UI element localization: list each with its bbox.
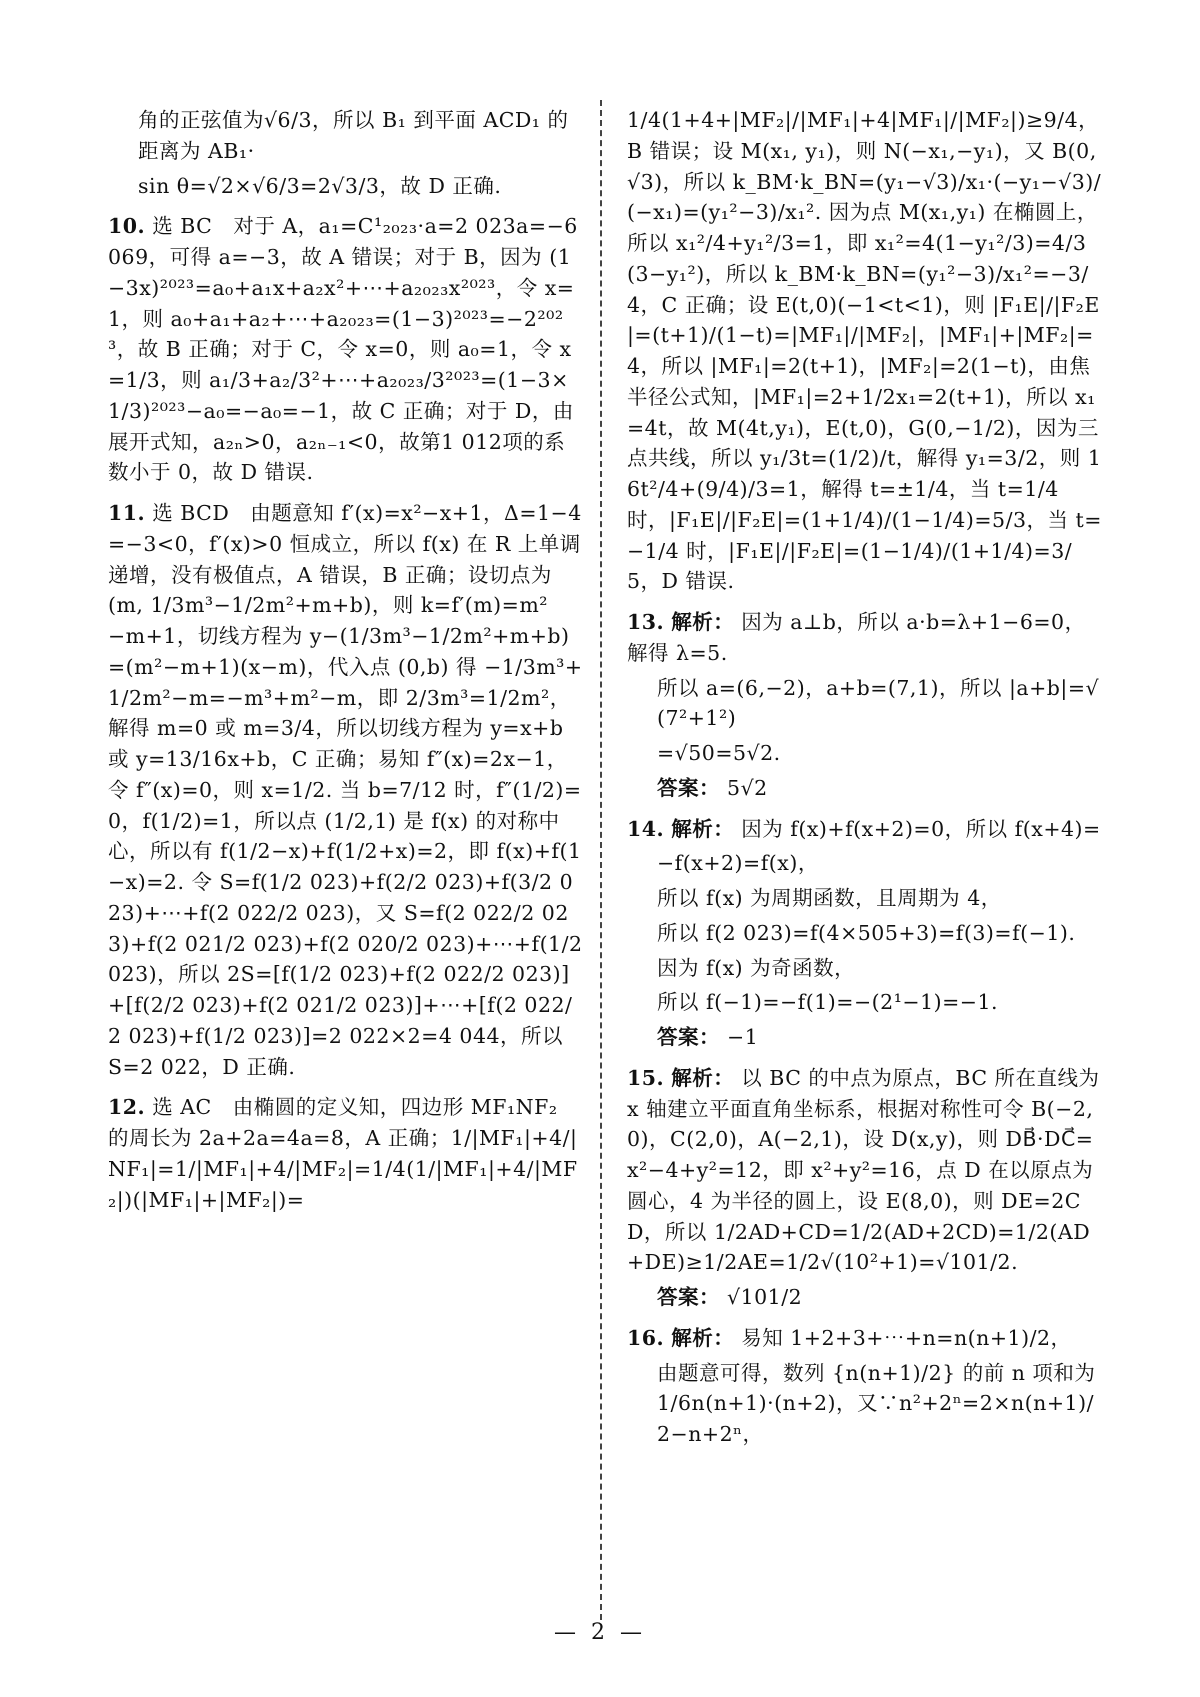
q11 xyxy=(108,498,583,1082)
q13-number: 13. xyxy=(627,610,665,634)
q13 xyxy=(627,607,1102,804)
q14-solution-label: 解析： xyxy=(671,816,735,841)
q14-line-4: 所以 f(2 023)=f(4×505+3)=f(3)=f(−1). xyxy=(657,920,1076,945)
q13-line-2: 所以 a=(6,−2)，a+b=(7,1)，所以 |a+b|=√(7²+1²) xyxy=(657,675,1100,731)
q12-text: 选 AC 由椭圆的定义知，四边形 MF₁NF₂ 的周长为 2a+2a=4a=8，A 正确；1/|MF₁|+4/|NF₁|=1/|MF₁|+4/|MF₂|=1/4(1/|MF₁|+4/|MF₂|)(|MF₁|+|MF₂|)= xyxy=(108,1095,578,1212)
q10-number: 10. xyxy=(108,214,146,239)
q16-line-2: 由题意可得，数列 {n(n+1)/2} 的前 n 项和为 1/6n(n+1)·(n+2)，又∵n²+2ⁿ=2×n(n+1)/2−n+2ⁿ， xyxy=(657,1360,1096,1446)
right-column xyxy=(627,105,1102,1460)
q16-solution-label: 解析： xyxy=(671,1325,735,1350)
q14-number: 14. xyxy=(627,816,665,841)
q15-text: 以 BC 的中点为原点，BC 所在直线为 x 轴建立平面直角坐标系，根据对称性可令 B(−2,0)，C(2,0)，A(−2,1)，设 D(x,y)，则 DB⃗·DC⃗=x²−4+y²=12，即 x²+y²=16，点 D 在以原点为圆心，4 为半径的圆上，设 E(8,0)，则 DE=2CD，所以 1/2AD+CD=1/2(AD+2CD)=1/2(AD+DE)≥1/2AE=1/2√(10²+1)=√101/2. xyxy=(627,1065,1100,1275)
q15-answer: √101/2 xyxy=(727,1285,803,1309)
q14-line-1: 因为 f(x)+f(x+2)=0，所以 f(x+4)= xyxy=(741,816,1101,841)
left-column xyxy=(108,105,583,1225)
q10 xyxy=(108,211,583,488)
q15 xyxy=(627,1063,1102,1313)
q10-text: 选 BC 对于 A，a₁=C¹₂₀₂₃·a=2 023a=−6 069，可得 a=−3，故 A 错误；对于 B，因为 (1−3x)²⁰²³=a₀+a₁x+a₂x²+⋯+a₂₀₂₃x²⁰²³，令 x=1，则 a₀+a₁+a₂+⋯+a₂₀₂₃=(1−3)²⁰²³=−2²⁰²³，故 B 正确；对于 C，令 x=0，则 a₀=1，令 x=1/3，则 a₁/3+a₂/3²+⋯+a₂₀₂₃/3²⁰²³=(1−3×1/3)²⁰²³−a₀=−a₀=−1，故 C 正确；对于 D，由展开式知，a₂ₙ>0，a₂ₙ₋₁<0，故第1 012项的系数小于 0，故 D 错误. xyxy=(108,214,578,485)
q16-line-1: 易知 1+2+3+⋯+n=n(n+1)/2， xyxy=(741,1325,1072,1350)
q13-answer-label: 答案： xyxy=(657,775,720,800)
q15-solution-label: 解析： xyxy=(671,1065,735,1090)
q12-cont-text: 1/4(1+4+|MF₂|/|MF₁|+4|MF₁|/|MF₂|)≥9/4，B 错误；设 M(x₁, y₁)，则 N(−x₁,−y₁)，又 B(0,√3)，所以 k_BM·k_BN=(y₁−√3)/x₁·(−y₁−√3)/(−x₁)=(y₁²−3)/x₁². 因为点 M(x₁,y₁) 在椭圆上，所以 x₁²/4+y₁²/3=1，即 x₁²=4(1−y₁²/3)=4/3(3−y₁²)，所以 k_BM·k_BN=(y₁²−3)/x₁²=−3/4，C 正确；设 E(t,0)(−1<t<1)，则 |F₁E|/|F₂E|=(t+1)/(1−t)=|MF₁|/|MF₂|，|MF₁|+|MF₂|=4，所以 |MF₁|=2(t+1)，|MF₂|=2(1−t)，由焦半径公式知，|MF₁|=2+1/2x₁=2(t+1)，所以 x₁=4t，故 M(4t,y₁)，E(t,0)，G(0,−1/2)，因为三点共线，所以 y₁/3t=(1/2)/t，解得 y₁=3/2，则 16t²/4+(9/4)/3=1，解得 t=±1/4，当 t=1/4 时，|F₁E|/|F₂E|=(1+1/4)/(1−1/4)=5/3，当 t=−1/4 时，|F₁E|/|F₂E|=(1−1/4)/(1+1/4)=3/5，D 错误. xyxy=(627,108,1102,594)
q14-answer-label: 答案： xyxy=(657,1025,720,1049)
q13-line-3: =√50=5√2. xyxy=(657,741,781,765)
q12-number: 12. xyxy=(108,1095,146,1120)
q11-text: 选 BCD 由题意知 f′(x)=x²−x+1，Δ=1−4=−3<0，f′(x)>0 恒成立，所以 f(x) 在 R 上单调递增，没有极值点，A 错误，B 正确；设切点为 (m, 1/3m³−1/2m²+m+b)，则 k=f′(m)=m²−m+1，切线方程为 y−(1/3m³−1/2m²+m+b)=(m²−m+1)(x−m)，代入点 (0,b) 得 −1/3m³+1/2m²−m=−m³+m²−m，即 2/3m³=1/2m²，解得 m=0 或 m=3/4，所以切线方程为 y=x+b 或 y=13/16x+b，C 正确；易知 f″(x)=2x−1，令 f″(x)=0，则 x=1/2. 当 b=7/12 时，f″(1/2)=0，f(1/2)=1，所以点 (1/2,1) 是 f(x) 的对称中心，所以有 f(1/2−x)+f(1/2+x)=2，即 f(x)+f(1−x)=2. 令 S=f(1/2 023)+f(2/2 023)+f(3/2 023)+⋯+f(2 022/2 023)，又 S=f(2 022/2 023)+f(2 021/2 023)+f(2 020/2 023)+⋯+f(1/2 023)，所以 2S=[f(1/2 023)+f(2 022/2 023)]+[f(2/2 023)+f(2 021/2 023)]+⋯+[f(2 022/2 023)+f(1/2 023)]=2 022×2=4 044，所以 S=2 022，D 正确. xyxy=(108,501,583,1079)
q9-line-1: 角的正弦值为√6/3，所以 B₁ 到平面 ACD₁ 的距离为 AB₁· xyxy=(138,108,569,163)
q9-line-2: sin θ=√2×√6/3=2√3/3，故 D 正确. xyxy=(138,173,502,198)
q15-number: 15. xyxy=(627,1065,665,1090)
q14-line-2: −f(x+2)=f(x)， xyxy=(657,851,819,876)
q11-number: 11. xyxy=(108,501,146,525)
q16 xyxy=(627,1323,1102,1450)
q13-line-1: 因为 a⊥b，所以 a·b=λ+1−6=0，解得 λ=5. xyxy=(627,610,1086,665)
q14 xyxy=(627,814,1102,1053)
q14-line-3: 所以 f(x) 为周期函数，且周期为 4， xyxy=(657,886,1002,910)
column-divider xyxy=(600,100,602,1620)
q16-number: 16. xyxy=(627,1325,665,1350)
q13-answer: 5√2 xyxy=(727,775,768,800)
q12 xyxy=(108,1092,583,1215)
q14-answer: −1 xyxy=(727,1025,759,1049)
q14-line-5: 因为 f(x) 为奇函数， xyxy=(657,955,856,980)
page-number: — 2 — xyxy=(554,1620,646,1645)
q14-line-6: 所以 f(−1)=−f(1)=−(2¹−1)=−1. xyxy=(657,990,999,1015)
q9-continuation xyxy=(108,105,583,201)
q13-solution-label: 解析： xyxy=(671,610,735,634)
q15-answer-label: 答案： xyxy=(657,1285,720,1309)
q12-continuation xyxy=(627,105,1102,597)
